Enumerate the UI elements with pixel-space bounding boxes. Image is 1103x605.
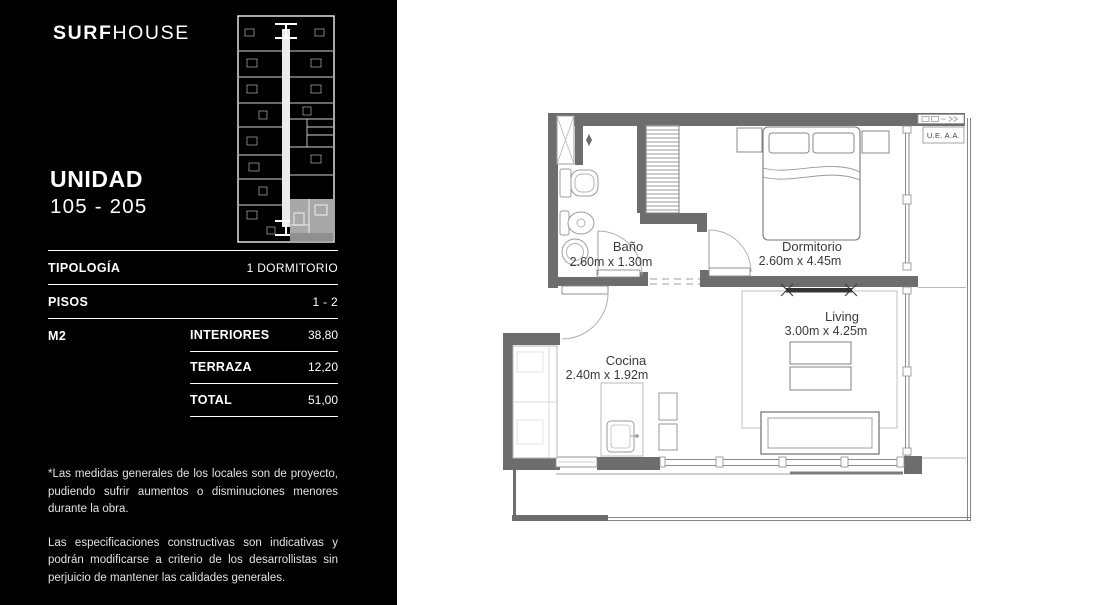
kitchen-counter xyxy=(513,346,557,458)
entry-door-arc xyxy=(562,293,608,339)
disclaimer-paragraph-1: *Las medidas generales de los locales son de proyecto, pudiendo sufrir aumentos o disminuciones menores durante la obra. xyxy=(48,468,338,515)
spec-value: 1 - 2 xyxy=(312,294,338,309)
table-symbol xyxy=(790,367,851,390)
shower-shaft-icon xyxy=(557,116,574,164)
info-panel xyxy=(0,0,397,605)
building-floorplate-thumbnail xyxy=(237,15,335,248)
toilet-symbol xyxy=(560,169,598,197)
m2-row-label: INTERIORES xyxy=(190,327,270,342)
opening-dashed xyxy=(650,279,700,284)
disclaimer-paragraph-2: Las especificaciones constructivas son indicativas y podrán modificarse a criterio de los desarrollistas sin perjuicio de mantener las calidades generales. xyxy=(48,536,338,584)
spec-value: 1 DORMITORIO xyxy=(246,260,338,275)
sparkle-symbol xyxy=(586,134,592,146)
spec-row-pisos xyxy=(48,284,338,318)
m2-row-interiores xyxy=(190,319,338,352)
unit-title: UNIDAD xyxy=(50,166,144,192)
m2-row-total xyxy=(190,384,338,417)
spec-section-m2 xyxy=(48,318,338,417)
room-label-bano: Baño xyxy=(612,239,644,254)
spec-label: TIPOLOGÍA xyxy=(48,260,121,275)
m2-row-value: 12,20 xyxy=(307,360,338,375)
stool-symbol xyxy=(659,393,677,420)
spec-row-tipologia xyxy=(48,250,338,284)
living-furniture xyxy=(742,284,897,454)
m2-row-label: TERRAZA xyxy=(190,360,252,375)
room-dims-bano: 2.60m x 1.30m xyxy=(569,255,653,269)
nightstand-symbol xyxy=(862,131,889,153)
closet-symbol xyxy=(646,125,679,213)
unit-heading-block xyxy=(50,167,147,219)
nightstand-symbol xyxy=(737,128,762,152)
highlighted-unit xyxy=(290,199,333,241)
room-label-dormitorio: Dormitorio xyxy=(782,239,842,254)
bed-symbol xyxy=(763,127,860,240)
m2-label: M2 xyxy=(48,329,67,343)
kitchen-furniture xyxy=(513,346,677,458)
m2-row-label: TOTAL xyxy=(190,392,233,407)
brand-logo-bold: SURF xyxy=(53,22,113,44)
ue-aa-box xyxy=(923,127,964,143)
unit-range: 105 - 205 xyxy=(50,195,148,219)
spec-label: PISOS xyxy=(48,294,89,309)
room-label-cocina: Cocina xyxy=(605,353,647,368)
terrace-wall xyxy=(512,470,608,521)
brand-logo-light: HOUSE xyxy=(112,22,190,44)
kitchen-island xyxy=(601,383,643,456)
ue-aa-label: U.E. A.A. xyxy=(926,131,961,140)
table-symbol xyxy=(790,342,851,364)
stool-symbol xyxy=(659,424,677,450)
vent-grille-icon xyxy=(918,115,964,124)
room-dims-cocina: 2.40m x 1.92m xyxy=(565,368,649,382)
sofa-symbol xyxy=(761,412,879,454)
m2-row-terraza xyxy=(190,352,338,385)
brand-logo xyxy=(53,22,190,45)
spec-table xyxy=(48,250,338,417)
kitchen-sink-symbol xyxy=(607,421,639,452)
m2-row-value: 38,80 xyxy=(307,327,338,342)
m2-row-value: 51,00 xyxy=(307,392,338,407)
floor-plan xyxy=(397,0,1103,605)
room-dims-dormitorio: 2.60m x 4.45m xyxy=(758,254,842,268)
bedroom-furniture xyxy=(737,127,889,240)
corridor xyxy=(282,29,290,227)
disclaimer-notes xyxy=(48,466,338,603)
bidet-symbol xyxy=(560,211,594,235)
room-label-living: Living xyxy=(825,309,859,324)
room-dims-living: 3.00m x 4.25m xyxy=(784,324,868,338)
